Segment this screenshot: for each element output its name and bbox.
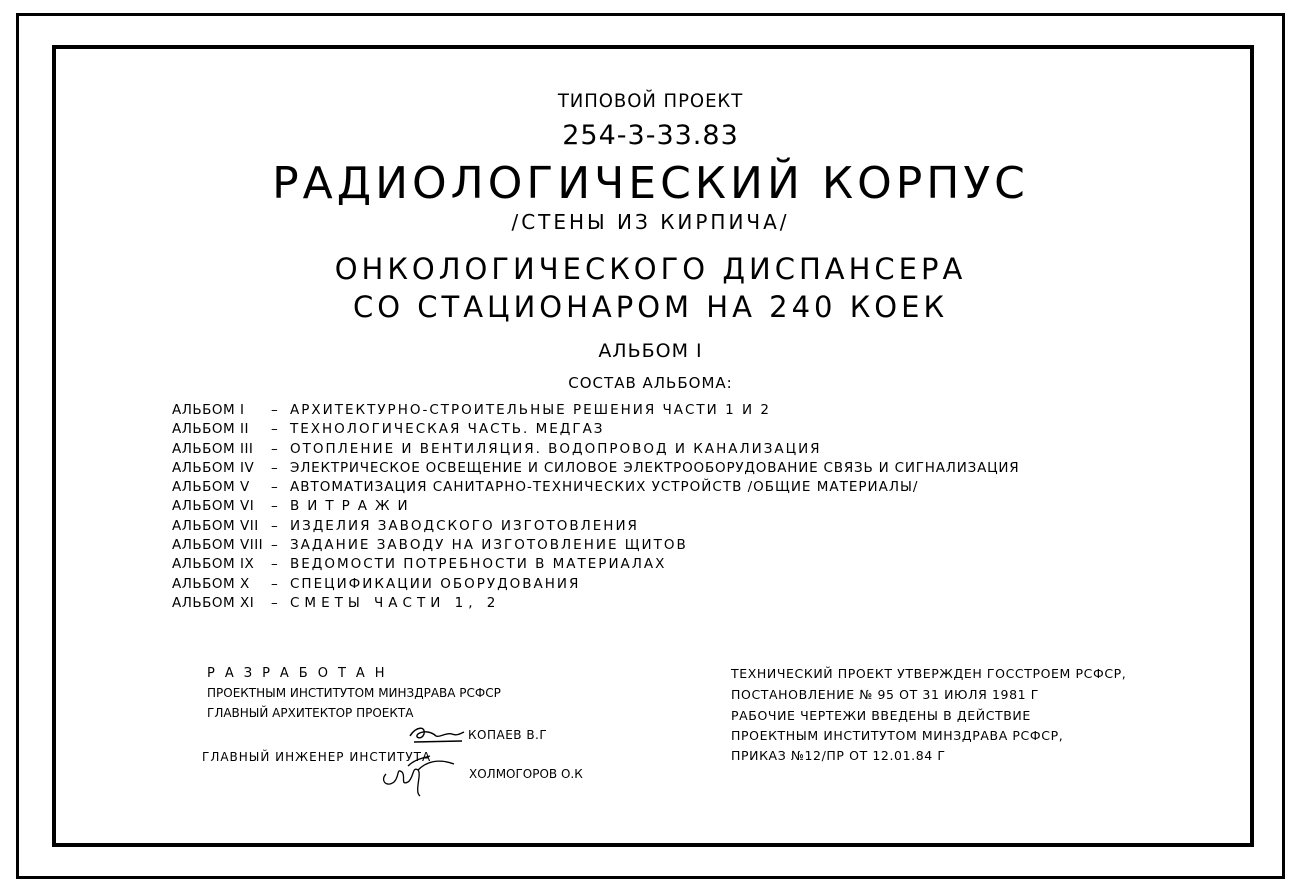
chief-architect-title: ГЛАВНЫЙ АРХИТЕКТОР ПРОЕКТА [207,706,414,720]
album-heading: АЛЬБОМ I [598,340,703,362]
album-name: АЛЬБОМ VI [172,498,255,515]
album-description: СМЕТЫ ЧАСТИ 1, 2 [290,594,501,611]
approval-line-5: ПРИКАЗ №12/ПР ОТ 12.01.84 Г [731,748,946,763]
album-name: АЛЬБОМ IX [172,556,255,573]
album-description: ВИТРАЖИ [290,498,416,515]
album-name: АЛЬБОМ VIII [172,537,264,554]
album-description: ИЗДЕЛИЯ ЗАВОДСКОГО ИЗГОТОВЛЕНИЯ [290,517,639,534]
album-dash: – [271,440,278,457]
oncology-line: ОНКОЛОГИЧЕСКОГО ДИСПАНСЕРА [334,252,967,286]
project-label: ТИПОВОЙ ПРОЕКТ [557,90,744,112]
chief-engineer-name: ХОЛМОГОРОВ О.К [469,767,583,781]
approval-line-3: РАБОЧИЕ ЧЕРТЕЖИ ВВЕДЕНЫ В ДЕЙСТВИЕ [731,708,1031,723]
album-description: ВЕДОМОСТИ ПОТРЕБНОСТИ В МАТЕРИАЛАХ [290,556,667,573]
album-description: АРХИТЕКТУРНО-СТРОИТЕЛЬНЫЕ РЕШЕНИЯ ЧАСТИ 1 И 2 [290,402,771,418]
album-description: ЗАДАНИЕ ЗАВОДУ НА ИЗГОТОВЛЕНИЕ ЩИТОВ [290,537,688,554]
chief-architect-name: КОПАЕВ В.Г [468,728,548,742]
album-name: АЛЬБОМ III [172,440,254,457]
engineer-signature-icon [378,752,458,798]
album-name: АЛЬБОМ I [172,402,245,418]
approval-line-1: ТЕХНИЧЕСКИЙ ПРОЕКТ УТВЕРЖДЕН ГОССТРОЕМ РСФСР, [731,666,1127,681]
album-name: АЛЬБОМ V [172,479,250,496]
building-title: РАДИОЛОГИЧЕСКИЙ КОРПУС [272,158,1029,209]
approval-line-2: ПОСТАНОВЛЕНИЕ № 95 ОТ 31 ИЮЛЯ 1981 Г [731,687,1039,702]
album-description: ОТОПЛЕНИЕ И ВЕНТИЛЯЦИЯ. ВОДОПРОВОД И КАНАЛИЗАЦИЯ [290,440,822,457]
album-description: ЭЛЕКТРИЧЕСКОЕ ОСВЕЩЕНИЕ И СИЛОВОЕ ЭЛЕКТРООБОРУДОВАНИЕ СВЯЗЬ И СИГНАЛИЗАЦИЯ [290,459,1020,476]
album-description: СПЕЦИФИКАЦИИ ОБОРУДОВАНИЯ [290,575,581,592]
album-dash: – [271,537,278,554]
album-dash: – [271,556,278,573]
album-name: АЛЬБОМ IV [172,459,255,476]
contents-title: СОСТАВ АЛЬБОМА: [568,374,733,392]
capacity-line: СО СТАЦИОНАРОМ НА 240 КОЕК [352,290,949,324]
developer-institute: ПРОЕКТНЫМ ИНСТИТУТОМ МИНЗДРАВА РСФСР [207,686,501,700]
album-dash: – [271,459,278,476]
album-dash: – [271,479,278,496]
album-description: АВТОМАТИЗАЦИЯ САНИТАРНО-ТЕХНИЧЕСКИХ УСТРОЙСТВ /ОБЩИЕ МАТЕРИАЛЫ/ [290,479,919,496]
album-dash: – [271,421,278,438]
album-dash: – [271,594,278,611]
architect-signature-icon [408,722,466,746]
project-number: 254-3-33.83 [562,120,739,151]
album-name: АЛЬБОМ XI [172,594,255,611]
album-name: АЛЬБОМ VII [172,517,259,534]
approval-line-4: ПРОЕКТНЫМ ИНСТИТУТОМ МИНЗДРАВА РСФСР, [731,728,1064,743]
album-description: ТЕХНОЛОГИЧЕСКАЯ ЧАСТЬ. МЕДГАЗ [290,421,605,438]
album-dash: – [271,575,278,592]
walls-note: /СТЕНЫ ИЗ КИРПИЧА/ [511,210,790,234]
album-dash: – [271,517,278,534]
chief-engineer-title: ГЛАВНЫЙ ИНЖЕНЕР ИНСТИТУТА [202,750,432,764]
album-name: АЛЬБОМ II [172,421,249,438]
developed-label: РАЗРАБОТАН [207,666,395,681]
album-name: АЛЬБОМ X [172,575,250,592]
album-dash: – [271,498,278,515]
album-dash: – [271,402,278,418]
